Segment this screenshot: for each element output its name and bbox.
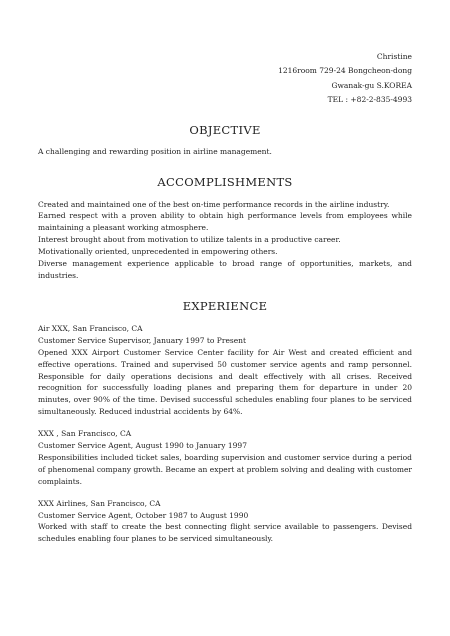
accomplishments-heading: ACCOMPLISHMENTS [157,174,293,189]
job-company: XXX , San Francisco, CA [38,429,132,439]
job-position: Customer Service Agent, August 1990 to January 1997 [38,441,247,451]
resume-page [38,50,412,545]
address-line: 1216room 729-24 Bongcheon-dong [278,66,412,76]
accomplishment-item: Interest brought about from motivation to utilize talents in a productive career. [38,235,341,245]
job-company: Air XXX, San Francisco, CA [38,323,143,333]
job-position: Customer Service Agent, October 1987 to August 1990 [38,510,249,520]
experience-heading: EXPERIENCE [182,298,268,313]
accomplishment-item: Created and maintained one of the best on-time performance records in the airline industry. [38,199,390,209]
job-description: Opened XXX Airport Customer Service Center facility for Air West and created efficient and effective operations. Trained and supervised 50 customer service agents and ramp personnel. Responsible for daily operations decisions and dealt effectively with all crises. Received recognition for successfully loading planes and preparing them for departure in under 20 minutes, over 90% of the time. Devised successful schedules enabling four planes to be serviced simultaneously. Reduced industrial accidents by 64%. [38,347,412,417]
district-line: Gwanak-gu S.KOREA [331,80,412,90]
accomplishment-item: Motivationally oriented, unprecedented in empowering others. [38,247,278,257]
accomplishments-list [38,199,412,282]
objective-heading: OBJECTIVE [189,122,261,137]
objective-text: A challenging and rewarding position in airline management. [38,146,272,156]
experience-entry [38,498,412,546]
experience-entry [38,428,412,488]
job-description: Responsibilities included ticket sales, boarding supervision and customer service during a period of phenomenal company growth. Became an expert at problem solving and dealing with customer complaints. [38,452,412,486]
accomplishment-item: Diverse management experience applicable to broad range of opportunities, markets, and industries. [38,259,412,280]
job-description: Worked with staff to create the best connecting flight service available to passengers. Devised schedules enabling four planes to be serviced simultaneously. [38,522,412,544]
job-company: XXX Airlines, San Francisco, CA [38,498,161,508]
contact-header [38,50,412,108]
phone-line: TEL : +82-2-835-4993 [327,95,412,105]
job-position: Customer Service Supervisor, January 1997 to Present [38,335,247,345]
accomplishment-item: Earned respect with a proven ability to obtain high performance levels from employees while maintaining a pleasant working atmosphere. [38,211,412,233]
applicant-name: Christine [376,52,412,61]
experience-entry [38,323,412,418]
